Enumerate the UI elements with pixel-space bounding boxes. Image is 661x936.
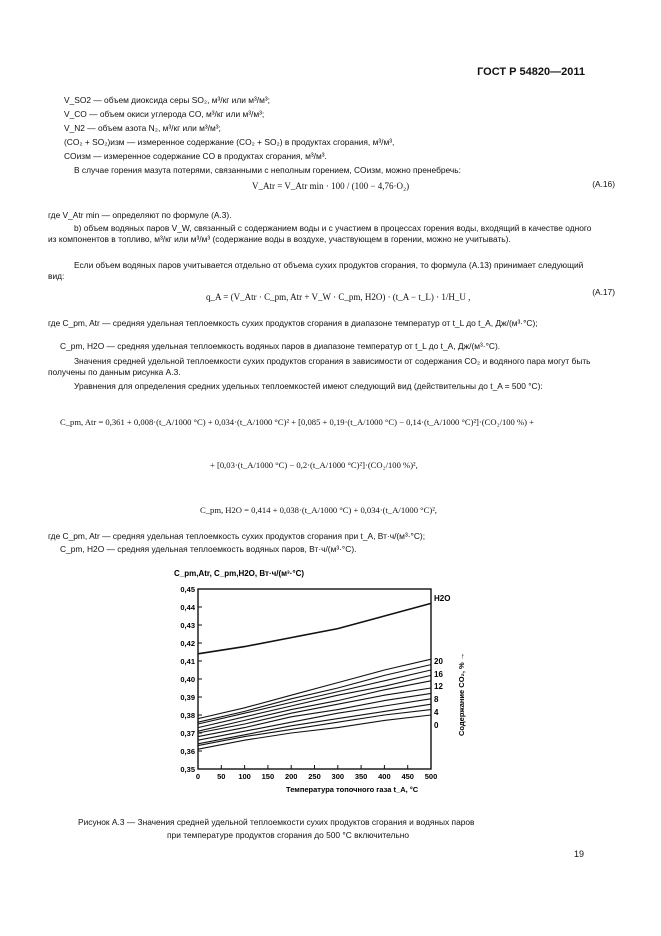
- y-tick-label: 0,38: [180, 711, 195, 720]
- series-line-co2-14: [198, 675, 431, 727]
- definition-vco: V_CO — объем окиси углерода CO, м³/кг или м³/м³;: [64, 109, 265, 119]
- series-line-co2-12: [198, 681, 431, 731]
- x-axis-label: Температура топочного газа t_A, °C: [286, 785, 419, 794]
- y-tick-label: 0,39: [180, 693, 195, 702]
- x-axis-ticks: [196, 765, 437, 781]
- x-tick-label: 150: [261, 772, 275, 781]
- series-line-co2-6: [198, 699, 431, 740]
- y-tick-label: 0,41: [180, 657, 195, 666]
- x-tick-label: 100: [238, 772, 251, 781]
- right-axis-label: Содержание CO₂, % →: [457, 652, 466, 736]
- paragraph-mazut: В случае горения мазута потерями, связанными с неполным горением, COизм, можно пренебречь:: [74, 165, 461, 175]
- chart-series: [198, 603, 431, 749]
- where-cp-h2o: C_pm, H2O — средняя удельная теплоемкость водяных паров в диапазоне температур от t_L до t_A, Дж/(м³·°C).: [60, 341, 501, 351]
- series-label: 4: [434, 708, 439, 717]
- where-final-h2o: C_pm, H2O — средняя удельная теплоемкость водяных паров, Вт·ч/(м³·°C).: [60, 544, 357, 554]
- where-final-atr: где C_pm, Atr — средняя удельная теплоемкость сухих продуктов сгорания при t_A, Вт·ч/(м³·°C);: [48, 531, 426, 541]
- definition-vn2: V_N2 — объем азота N₂, м³/кг или м³/м³;: [64, 123, 221, 133]
- definition-co: COизм — измеренное содержание CO в продуктах сгорания, м³/м³.: [64, 151, 327, 161]
- figure-caption-line2: при температуре продуктов сгорания до 500 °C включительно: [167, 830, 409, 840]
- item-b-water-vapour: b) объем водяных паров V_W, связанный с содержанием воды и с участием в процессах горения воды, входящий в качестве одного из компонентов в топливо, м³/кг или м³/м³ (содержание воды в воздухе, участвующем в горении, можно не учитывать).: [48, 223, 592, 244]
- y-tick-label: 0,42: [180, 639, 195, 648]
- where-cp-atr: где C_pm, Atr — средняя удельная теплоемкость сухих продуктов сгорания в диапазоне температур от t_L до t_A, Дж/(м³·°C);: [48, 318, 538, 328]
- x-tick-label: 400: [378, 772, 391, 781]
- x-tick-label: 300: [331, 772, 345, 781]
- document-header: ГОСТ Р 54820—2011: [477, 66, 585, 78]
- series-line-co2-20: [198, 659, 431, 718]
- series-label: 16: [434, 670, 443, 679]
- series-line-co2-4: [198, 704, 431, 744]
- chart-plot-frame: [198, 589, 431, 769]
- equation-a16: V_Atr = V_Atr min · 100 / (100 − 4,76·O₂): [252, 181, 410, 191]
- series-line-co2-16: [198, 670, 431, 724]
- series-line-co2-0: [198, 715, 431, 749]
- y-axis-ticks: [180, 585, 202, 774]
- x-tick-label: 450: [401, 772, 414, 781]
- series-line-h2o: [198, 603, 431, 653]
- series-label: 8: [434, 695, 439, 704]
- series-label: 20: [434, 657, 443, 666]
- chart-series-labels: [434, 594, 450, 730]
- paragraph-equations: Уравнения для определения средних удельных теплоемкостей имеют следующий вид (действительны до t_A = 500 °C):: [74, 381, 543, 391]
- equation-a17-number: (A.17): [592, 287, 615, 297]
- definition-co2-so2: (CO₂ + SO₂)изм — измеренное содержание (CO₂ + SO₂) в продуктах сгорания, м³/м³,: [64, 137, 395, 147]
- x-tick-label: 0: [195, 772, 201, 781]
- y-tick-label: 0,36: [180, 747, 195, 756]
- x-tick-label: 250: [308, 772, 321, 781]
- equation-cp-h2o: C_pm, H2O = 0,414 + 0,038·(t_A/1000 °C) + 0,034·(t_A/1000 °C)²,: [200, 505, 437, 515]
- x-tick-label: 50: [217, 772, 226, 781]
- y-tick-label: 0,45: [180, 585, 195, 594]
- chart-title: C_pm,Atr, C_pm,H2O, Вт·ч/(м³·°C): [174, 569, 305, 578]
- definition-vso2: V_SO2 — объем диоксида серы SO₂, м³/кг или м³/м³;: [64, 95, 270, 105]
- series-label: H2O: [434, 594, 451, 603]
- x-tick-label: 500: [424, 772, 438, 781]
- page-number: 19: [573, 849, 584, 859]
- series-line-co2-8: [198, 693, 431, 736]
- equation-a16-number: (A.16): [592, 179, 615, 189]
- series-label: 12: [434, 682, 443, 691]
- where-vatr: где V_Atr min — определяют по формуле (A.3).: [48, 210, 232, 220]
- figure-caption-line1: Рисунок A.3 — Значения средней удельной теплоемкости сухих продуктов сгорания и водяных паров: [78, 817, 475, 827]
- equation-a17: q_A = (V_Atr · C_pm, Atr + V_W · C_pm, H2O) · (t_A − t_L) · 1/H_U ,: [206, 292, 471, 302]
- y-tick-label: 0,44: [180, 603, 195, 612]
- y-tick-label: 0,40: [180, 675, 195, 684]
- y-tick-label: 0,37: [180, 729, 195, 738]
- series-line-co2-10: [198, 688, 431, 733]
- series-label: 0: [434, 721, 439, 730]
- paragraph-values-fig: Значения средней удельной теплоемкости сухих продуктов сгорания в зависимости от содержания CO₂ и водяного пара могут быть получены по данным рисунка A.3.: [48, 356, 591, 377]
- equation-cp-atr-line1: C_pm, Atr = 0,361 + 0,008·(t_A/1000 °C) + 0,034·(t_A/1000 °C)² + [0,085 + 0,19·(t_A/1000 °C) − 0,14·(t_A/1000 °C)²]·(CO₂/100 %) +: [60, 417, 535, 427]
- y-tick-label: 0,35: [180, 765, 195, 774]
- series-line-co2-2: [198, 710, 431, 746]
- series-line-co2-18: [198, 665, 431, 723]
- x-tick-label: 350: [354, 772, 368, 781]
- equation-cp-atr-line2: + [0,03·(t_A/1000 °C) − 0,2·(t_A/1000 °C)²]·(CO₂/100 %)²,: [210, 460, 418, 470]
- x-tick-label: 200: [284, 772, 298, 781]
- y-tick-label: 0,43: [180, 621, 195, 630]
- paragraph-water-separate: Если объем водяных паров учитывается отдельно от объема сухих продуктов сгорания, то формула (A.13) принимает следующий вид:: [48, 260, 584, 281]
